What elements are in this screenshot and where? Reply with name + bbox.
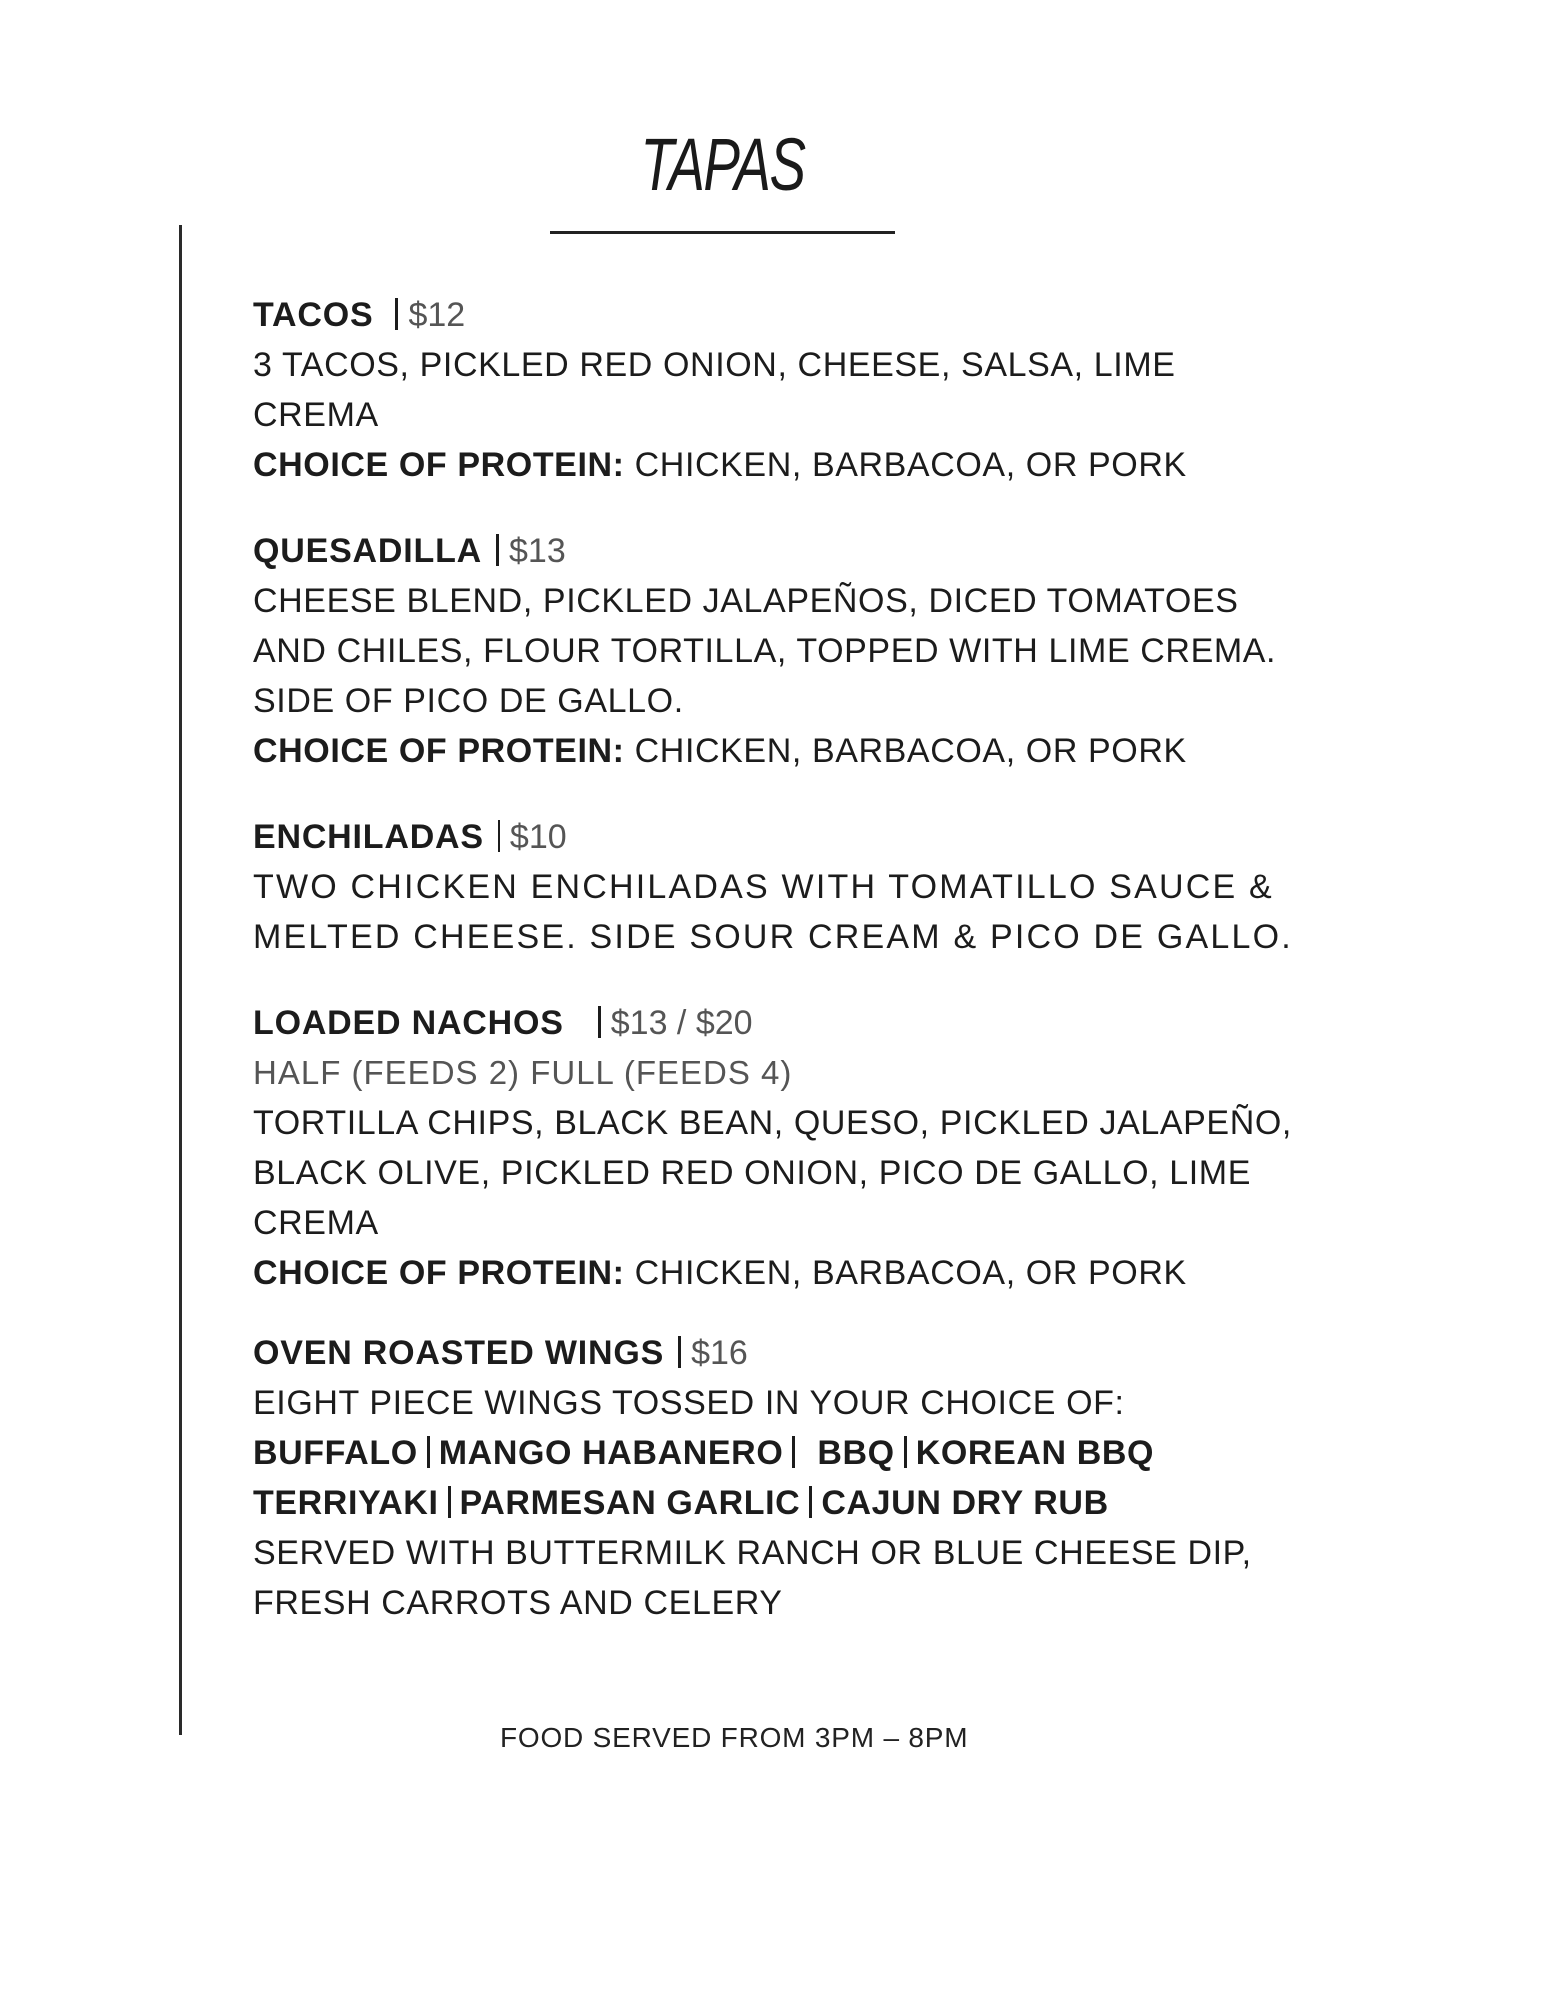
- item-price: $12: [408, 296, 466, 334]
- sauce-options-row: [253, 1428, 1363, 1478]
- menu-item-oven-roasted-wings: [253, 1328, 1363, 1628]
- title-underline: [550, 231, 895, 234]
- separator-bar: [448, 1486, 451, 1518]
- item-heading: [253, 290, 1363, 340]
- separator-bar: [809, 1486, 812, 1518]
- item-description-line: MELTED CHEESE. SIDE SOUR CREAM & PICO DE GALLO.: [253, 918, 1293, 956]
- item-price: $16: [691, 1334, 748, 1372]
- item-description-line: BLACK OLIVE, PICKLED RED ONION, PICO DE GALLO, LIME: [253, 1154, 1251, 1192]
- item-heading: [253, 998, 1363, 1048]
- menu-item-enchiladas: [253, 812, 1363, 962]
- item-name: ENCHILADAS: [253, 818, 484, 856]
- protein-options: CHICKEN, BARBACOA, OR PORK: [624, 446, 1187, 484]
- protein-options: CHICKEN, BARBACOA, OR PORK: [624, 1254, 1187, 1292]
- item-intro: EIGHT PIECE WINGS TOSSED IN YOUR CHOICE OF:: [253, 1384, 1125, 1422]
- sauce-option: KOREAN BBQ: [915, 1434, 1155, 1472]
- item-price: $13: [509, 532, 566, 570]
- item-heading: [253, 812, 1363, 862]
- protein-label: CHOICE OF PROTEIN:: [253, 1254, 625, 1292]
- item-description-line: SERVED WITH BUTTERMILK RANCH OR BLUE CHEESE DIP,: [253, 1534, 1252, 1572]
- item-description-line: CREMA: [253, 396, 379, 434]
- protein-choice: [253, 726, 1363, 776]
- menu-item-tacos: [253, 290, 1363, 490]
- item-description-line: 3 TACOS, PICKLED RED ONION, CHEESE, SALSA, LIME: [253, 346, 1176, 384]
- sauce-option: BBQ: [817, 1434, 895, 1472]
- item-description-line: CREMA: [253, 1204, 379, 1242]
- item-sizes: HALF (FEEDS 2) FULL (FEEDS 4): [253, 1054, 793, 1091]
- serving-hours-note: FOOD SERVED FROM 3PM – 8PM: [500, 1722, 969, 1753]
- separator-bar: [792, 1436, 795, 1468]
- protein-options: CHICKEN, BARBACOA, OR PORK: [624, 732, 1187, 770]
- item-name: LOADED NACHOS: [253, 1004, 564, 1042]
- item-description-line: TORTILLA CHIPS, BLACK BEAN, QUESO, PICKLED JALAPEÑO,: [253, 1104, 1292, 1142]
- protein-choice: [253, 1248, 1363, 1298]
- item-description-line: AND CHILES, FLOUR TORTILLA, TOPPED WITH LIME CREMA.: [253, 632, 1277, 670]
- item-description-line: FRESH CARROTS AND CELERY: [253, 1584, 783, 1622]
- separator-bar: [496, 534, 499, 566]
- item-price: $10: [509, 818, 567, 856]
- sauce-option: BUFFALO: [253, 1434, 418, 1472]
- separator-bar: [678, 1336, 681, 1368]
- sauce-option: CAJUN DRY RUB: [821, 1484, 1109, 1522]
- item-name: OVEN ROASTED WINGS: [253, 1334, 665, 1372]
- item-name: TACOS: [253, 296, 374, 334]
- protein-label: CHOICE OF PROTEIN:: [253, 446, 625, 484]
- protein-label: CHOICE OF PROTEIN:: [253, 732, 625, 770]
- separator-bar: [598, 1006, 601, 1038]
- item-heading: [253, 1328, 1363, 1378]
- menu-title: TAPAS: [640, 123, 805, 206]
- menu-item-loaded-nachos: [253, 998, 1363, 1298]
- sauce-option: TERRIYAKI: [253, 1484, 439, 1522]
- menu-list: [253, 290, 1363, 1628]
- separator-bar: [395, 298, 398, 330]
- protein-choice: [253, 440, 1363, 490]
- item-description-line: CHEESE BLEND, PICKLED JALAPEÑOS, DICED TOMATOES: [253, 582, 1239, 620]
- sauce-option: PARMESAN GARLIC: [459, 1484, 801, 1522]
- item-name: QUESADILLA: [253, 532, 482, 570]
- left-divider-line: [179, 225, 182, 1735]
- item-description-line: SIDE OF PICO DE GALLO.: [253, 682, 684, 720]
- menu-item-quesadilla: [253, 526, 1363, 776]
- separator-bar: [904, 1436, 907, 1468]
- separator-bar: [498, 820, 500, 852]
- item-description-line: TWO CHICKEN ENCHILADAS WITH TOMATILLO SAUCE &: [253, 868, 1274, 906]
- sauce-options-row: [253, 1478, 1363, 1528]
- separator-bar: [427, 1436, 430, 1468]
- item-heading: [253, 526, 1363, 576]
- item-price: $13 / $20: [610, 1004, 753, 1042]
- sauce-option: MANGO HABANERO: [438, 1434, 784, 1472]
